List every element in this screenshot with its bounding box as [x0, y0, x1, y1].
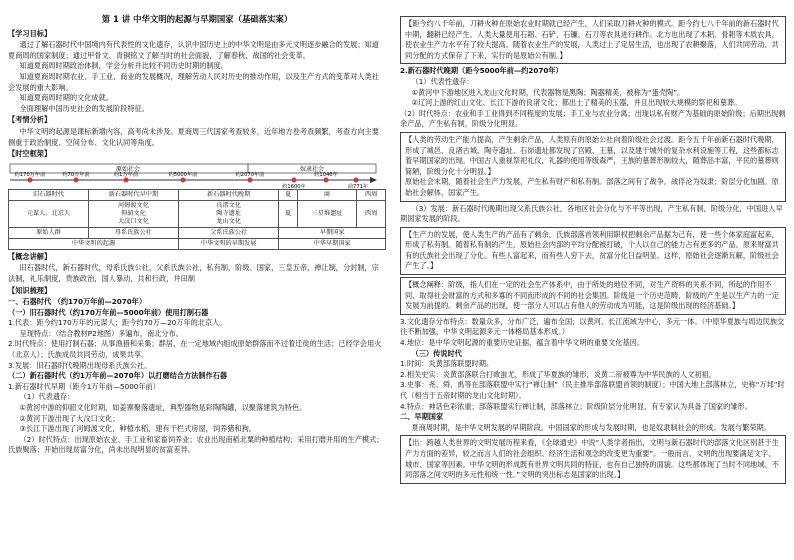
heading: 2.新石器时代晚期（距今5000年前—约2070年） — [400, 66, 563, 76]
tl-cell: 三星堆遗址 — [297, 200, 356, 227]
goals-text: 知道夏商周时期政治体制，学会分析并比较不同历史时期的制度。 — [19, 61, 228, 71]
text: （2）时代特点：农业和手工业得到不同程度的发展；手工业与农业分离；出现以私有财产为基础的原始阶级；后期出现剩余产品，产生私有制，阶级分化明显。 — [400, 108, 786, 129]
note-text: 原始社会末期，随着社会生产力发展，产生私有财产和私有制。部落之间有了战争，战俘沦为奴隶；阶层分化加剧。原始社会解体，国家产生。 — [405, 177, 779, 197]
timeline-table — [8, 189, 386, 250]
text: ③长江下游出现了河姆渡文化，种植水稻，建有干栏式房屋，饲养猪和狗。 — [19, 424, 256, 434]
text: ②黄河下游出现了大汶口文化； — [19, 413, 120, 423]
text: 4.地位：是中华文明起源的重要历史证据，蕴含着中华文明的重要文化基因。 — [400, 338, 645, 348]
tl-cell: 原始人群 — [9, 227, 89, 238]
goals-text: 通过了解石器时代中国境内有代表性的文化遗存，认识中国历史上的中华文明是由多元文明逐步融合的发展；知道夏商周的国家制度；通过甲骨文、青铜铭文了解当时的社会面貌，了解春秋、战国的社会变革。 — [8, 40, 379, 60]
tl-cell: 中华文明的早期发展 — [178, 238, 278, 249]
tl-year: 约5000年前 — [168, 171, 198, 178]
section-knowledge: 【知识梳理】 — [8, 285, 52, 295]
subheading: （一）旧石器时代（约170万年前—5000年前）使用打制石器 — [8, 307, 209, 317]
tl-culture: 龙山文化 — [216, 217, 242, 225]
left-column — [8, 14, 386, 456]
text: 3.文化遗存分布特点：数量众多，分布广泛，遍布全国；以黄河、长江流域为中心，多元一体。（中原华夏族与周边民族交往不断加强，中华文明起源多元一体格局基本形成。） — [400, 316, 785, 337]
text: （1）代表遗存： — [19, 392, 75, 402]
tl-cell: 新石器时代早中期 — [88, 189, 178, 200]
tl-cell: 西周 — [357, 200, 386, 227]
note-box: 【出：跨越人类世界的文明发展历程来看，《全球通史》中说“人类学者指出，文明与新石器时代的部落文化区别甚于生产力方面的差异，较之而言人们的社会组织、经济生活和观念的改变更为重要”。一般而言，文明的出现要满足文字、城市、国家等因素。中华文明的形成既有世界文明共同的特征，也有自己独特的面貌。这些都体现了当时不同地域、不同部落之间文明的多元性和统一性。”文明的突出标志是国家的出现。】 — [400, 435, 786, 483]
text: 1.新石器时代早期（距今1万年前—5000年前） — [8, 381, 160, 391]
section-goals: 【学习目标】 — [8, 28, 52, 38]
text: 4.特点：神话色彩浓重；部落联盟实行禅让制，部落林立；阶级阶层分化明显，有专家认为具备了国家的雏形。 — [400, 401, 752, 411]
tl-year: 前771年 — [347, 183, 369, 189]
tl-culture: 仰韶文化 — [121, 209, 146, 217]
text: 呈现特点：（结合教材P2地图）多遍布，南北分布。 — [19, 328, 183, 338]
timeline-diagram — [8, 163, 386, 250]
tl-culture: 大汶口文化 — [117, 217, 149, 225]
tl-cell: 中华早期国家 — [279, 238, 386, 249]
tl-cell: 父系氏族公社 — [178, 227, 278, 238]
era-primitive: 原始社会 — [115, 165, 141, 173]
tl-culture: 河姆渡文化 — [117, 201, 149, 209]
tl-cell — [88, 200, 178, 227]
text: 3.发展：旧石器时代晚期出现母系氏族公社。 — [8, 360, 152, 370]
text: 1.时间：炎黄部落联盟时期。 — [400, 359, 494, 369]
tl-cell: 新石器时代晚期 — [178, 189, 278, 200]
tl-cell: 夏 — [279, 189, 297, 200]
tl-year: 约70万年前 — [62, 171, 90, 178]
section-exam: 【考情分析】 — [8, 115, 52, 125]
tl-cell: 早期国家 — [279, 227, 386, 238]
era-slave: 奴隶社会 — [299, 165, 325, 173]
heading: 二、早期国家 — [400, 412, 444, 422]
goals-text: 全面理解中国历史社会的发展阶段特征。 — [19, 103, 149, 113]
tl-culture: 良渚文化 — [216, 201, 242, 209]
text: ①黄河中下游地区进入龙山文化时期，代表器物是黑陶；陶器精美，被称为“蛋壳陶”。 — [411, 87, 685, 97]
section-timeline: 【时空框架】 — [8, 149, 52, 159]
text: 2.相关史实：炎黄部落联合打败蚩尤，形成了华夏族的雏形，炎黄二帝被尊为中华民族的人文初祖。 — [400, 369, 716, 379]
tl-cell: 母系氏族公社 — [88, 227, 178, 238]
text: （2）时代特点：出现原始农业、手工业和家畜饲养业；农业出现南稻北粟的种植结构；采用打磨并用的生产模式；氏族聚落；开始出现贫富分化，尚未出现明显的贫富差异。 — [8, 434, 384, 455]
tl-cell: 西周 — [357, 189, 386, 200]
tl-cell: 夏 — [279, 200, 297, 227]
tl-cell: 旧石器时代 — [9, 189, 89, 200]
right-column — [400, 14, 786, 486]
tl-year: 约1万年前 — [113, 171, 139, 178]
tl-year: 约2070年前 — [235, 171, 265, 178]
heading: 一、石器时代 （约170万年前—2070年） — [8, 297, 147, 307]
tl-year: 约170万年前 — [14, 171, 46, 178]
page-title: 第 1 讲 中华文明的起源与早期国家（基础落实案） — [101, 14, 293, 24]
goals-text: 知道夏商周时期农业、手工业、商业的发展概况，理解劳动人民对历史的推动作用，以及生产方式的变革对人类社会发展的重大影响。 — [8, 71, 379, 92]
text: ①黄河中游的仰韶文化时期，如姜寨聚落遗址，典型器物是彩陶陶罐，以聚落建筑为特色。 — [19, 403, 307, 413]
text: （1）代表性遗存： — [411, 76, 474, 86]
tl-year: 约1600年 — [282, 183, 306, 189]
tl-cell: 中华文明的起源 — [9, 238, 179, 249]
section-concept: 【概念讲解】 — [8, 251, 52, 261]
text: 2.时代特点：使用打制石器；从事渔猎和采集；群居，在一定地域内组成原始群落而不过着迁徙的生活；已经学会用火（北京人）；氏族成员共同劳动，成果共享。 — [8, 339, 382, 360]
text: 1.代表：距今约170万年的元谋人；距今约70万—20万年的北京人。 — [8, 318, 227, 328]
goals-text: 知道夏商周时期的文化成就。 — [19, 93, 113, 103]
tl-cell: 元谋人、北京人 — [9, 200, 89, 227]
subheading: （二）新石器时代（约1万年前—2070年）以打磨结合方法制作石器 — [8, 371, 228, 381]
text: ②辽河上游的红山文化、长江下游的良渚文化；都出土了精美的玉器，并且出现较大规模的祭祀和墓葬。 — [411, 98, 742, 108]
text: （3）发展：新石器时代晚期出现父系氏族公社，各地区社会分化与不平等出现，产生私有制，阶级分化，中国进入早期国家发展的阶段。 — [400, 203, 783, 224]
note-box: 【生产力的发展，使人类生产的产品有了剩余，氏族部落首领利用职权把剩余产品据为己有，使一些个体家庭富起来，形成了私有制。随着私有制的产生，原始社会内部的平均分配被打破，个人以自己的能力占有更多的产品。原来财富共有的氏族社会出现了分化。有些人富起来，而有些人穷下去，贫富分化日益明显。这样，原始社会逐渐瓦解，阶级社会产生了。】 — [400, 227, 786, 275]
note-text: 【人类的劳动生产能力提高，产生剩余产品，人类原有的原始公社向着阶级社会过渡。距今五千年前新石器时代晚期，形成了城邑、良渚古城、陶寺遗址、石峁遗址都发现了宫殿、王墓，以及建于城外的复杂水利设施等工程，这些都标志着早期国家的出现。中国古人重视祭祀礼仪，礼器的使用等级森严，王族的墓葬形制较大，随葬品丰富，平民的墓葬则简陋，阶级分化十分明显。】 — [405, 134, 779, 176]
text: 夏商周时期，是中华文明发展的早期阶段，中国国家的形成与发展时期，也是奴隶制社会的形成、发展与繁荣期。 — [411, 422, 771, 432]
note-box: 【距今约八千年前，刀耕火种在原始农业时期就已经产生，人们采取刀耕火种的模式。距今约七八千年前的新石器时代中期，翻耕已经产生。人类大量使用石耜、石铲、石镰、石刀等农具进行耕作。北方也出现了木耜、骨耜等木质农具，使农业生产力水平有了较大提高。随着农业生产的发展，人类过上了定居生活，也出现了农耕聚落，人们共同劳动、共同分配的方式保存了下来，实行的是原始公有制。】 — [400, 16, 786, 64]
tl-year: 约1046年 — [314, 171, 338, 178]
concept-text: 旧石器时代，新石器时代，母系氏族公社，父系氏族公社，私有制，阶级、国家，三皇五帝，禅让制，分封制，宗法制，礼乐制度，贵族政治，国人暴动，共和行政，井田制 — [8, 263, 379, 283]
tl-cell: 商 — [297, 189, 356, 200]
tl-culture: 陶寺遗址 — [216, 209, 242, 217]
exam-text: 中华文明的起源是课标新增内容，高考尚未涉及。夏商周三代国家考查较多，近年地方卷考查频繁，考查方向主要侧重于政治制度、空间分布、文化认同等角度。 — [8, 126, 379, 147]
note-box — [400, 132, 786, 202]
subheading: （三）传说时代 — [411, 348, 462, 358]
tl-cell — [178, 200, 278, 227]
note-box: 【概念阐释：阶级，指人们在一定的社会生产体系中，由于所处的地位不同，对生产资料的关系不同，所起的作用不同，取得社会财富的方式和多寡的不同而形成的不同的社会集团。阶级是一个历史范畴，阶级的产生是以生产力的一定发展为前提的。剩余产品的出现，使一部分人可以占有他人的劳动成为可能，这是阶级出现的经济基础。】 — [400, 277, 786, 315]
text: 3.史事：尧、舜、禹等在部落联盟中实行“禅让制”（民主推举部落联盟首领的制度）；中国大地上部落林立，史称“万邦”时代（相当于五帝时期的龙山文化时期）。 — [400, 380, 785, 400]
